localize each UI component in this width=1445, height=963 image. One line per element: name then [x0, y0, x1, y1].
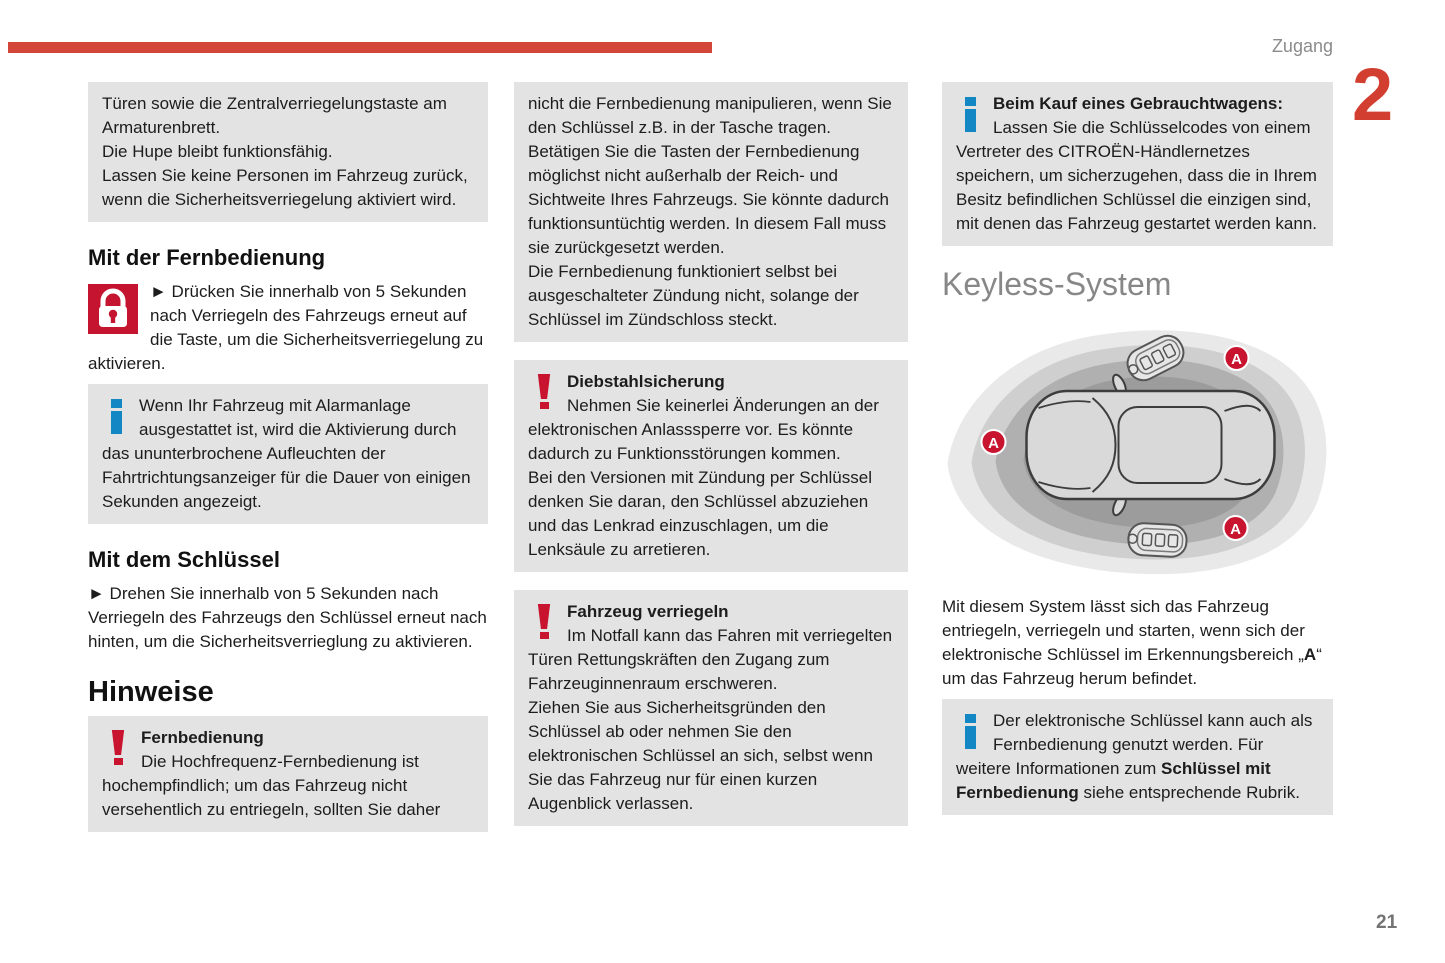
car-top-view [1027, 373, 1275, 517]
paragraph: Ziehen Sie aus Sicherheitsgründen den Schlüssel ab oder nehmen Sie den elektronischen Schlüssel an sich, selbst wenn Sie das Fahrzeug nur für einen kurzen Augenblick verlassen. [528, 698, 873, 813]
page-number: 21 [1376, 912, 1398, 933]
heading-keyless-system: Keyless-System [942, 266, 1172, 302]
heading-notes: Hinweise [88, 676, 214, 708]
zone-marker-a-bottom-right [1224, 516, 1248, 540]
info-icon [111, 399, 122, 434]
zone-marker-a-top-right [1225, 346, 1249, 370]
info-text: siehe entsprechende Rubrik. [1078, 783, 1300, 802]
warning-box-title: Fernbedienung [141, 728, 264, 747]
paragraph: nicht die Fernbedienung manipulieren, wenn Sie den Schlüssel z.B. in der Tasche tragen. [528, 94, 892, 137]
paragraph: Im Notfall kann das Fahren mit verriegelten Türen Rettungskräften den Zugang zum Fahrzeuginnenraum erschweren. [528, 626, 893, 693]
warning-icon [537, 604, 551, 639]
column-left [88, 82, 488, 832]
info-text: Der elektronische Schlüssel kann auch als Fernbedienung genutzt werden. Für weitere Informationen zum [956, 711, 1313, 778]
info-icon [965, 97, 976, 132]
paragraph: Türen sowie die Zentralverriegelungstaste am Armaturenbrett. [102, 94, 447, 137]
running-header: Zugang [1271, 36, 1333, 56]
alarm-info-box [88, 384, 488, 524]
info-icon [965, 714, 976, 749]
paragraph: Die Hochfrequenz-Fernbedienung ist hochempfindlich; um das Fahrzeug nicht versehentlich zu entriegeln, sollten Sie daher [102, 752, 441, 819]
paragraph: Lassen Sie die Schlüsselcodes von einem Vertreter des CITROËN-Händlernetzes speichern, um sicherzugehen, dass die in Ihrem Besitz befindlichen Schlüssel die einzigen sind, mit denen das Fahrzeug gestartet werden kann. [956, 118, 1317, 233]
info-text-bold: Schlüssel mit Fernbedienung [956, 759, 1271, 802]
paragraph: Die Fernbedienung funktioniert selbst bei ausgeschalteter Zündung nicht, solange der Schlüssel im Zündschloss steckt. [528, 262, 859, 329]
warning-icon [111, 730, 125, 765]
warning-box-title: Diebstahlsicherung [567, 372, 725, 391]
column-right [942, 82, 1333, 817]
key-instruction: ► Drehen Sie innerhalb von 5 Sekunden nach Verriegeln des Fahrzeugs den Schlüssel erneut nach hinten, um die Sicherheitsverrieglung zu aktivieren. [88, 584, 487, 651]
paragraph: Bei den Versionen mit Zündung per Schlüssel denken Sie daran, den Schlüssel abzuziehen und das Lenkrad einzuschlagen, um die Lenksäule zu arretieren. [528, 468, 872, 559]
remote-instruction [88, 280, 488, 376]
electronic-key-info-box [942, 699, 1333, 815]
theft-warning-box [514, 360, 908, 572]
keyless-description [942, 595, 1333, 691]
heading-with-key: Mit dem Schlüssel [88, 547, 280, 572]
remote-warning-box [88, 716, 488, 832]
paragraph: Lassen Sie keine Personen im Fahrzeug zurück, wenn die Sicherheitsverriegelung aktiviert wird. [102, 166, 468, 209]
warning-icon [537, 374, 551, 409]
keyless-range-diagram [942, 312, 1333, 582]
zone-marker-a-left [982, 430, 1006, 454]
paragraph: Wenn Ihr Fahrzeug mit Alarmanlage ausgestattet ist, wird die Aktivierung durch das ununterbrochene Aufleuchten der Fahrtrichtungsanzeiger für die Dauer von einigen Sekunden angezeigt. [102, 396, 471, 511]
column-middle [514, 82, 908, 826]
lock-vehicle-warning-box [514, 590, 908, 826]
keyless-description-text: Mit diesem System lässt sich das Fahrzeug entriegeln, verriegeln und starten, wenn sich der elektronische Schlüssel im Erkennungsbereich „ [942, 597, 1305, 664]
paragraph: Betätigen Sie die Tasten der Fernbedienung möglichst nicht außerhalb der Reich- und Sichtweite Ihres Fahrzeugs. Sie könnte dadurch funktionsuntüchtig werden. In diesem Fall muss sie zurückgesetzt werden. [528, 142, 889, 257]
remote-instruction-text: ► Drücken Sie innerhalb von 5 Sekunden nach Verriegeln des Fahrzeugs erneut auf die Taste, um die Sicherheitsverriegelung zu aktivieren. [88, 282, 484, 373]
paragraph: Nehmen Sie keinerlei Änderungen an der elektronischen Anlasssperre vor. Es könnte dadurch zu Funktionsstörungen kommen. [528, 396, 879, 463]
keyless-description-text: “ um das Fahrzeug herum befindet. [942, 645, 1322, 688]
used-car-info-box [942, 82, 1333, 246]
paragraph: Die Hupe bleibt funktionsfähig. [102, 142, 333, 161]
chapter-number: 2 [1352, 53, 1394, 136]
note-box [88, 82, 488, 222]
info-box-title: Beim Kauf eines Gebrauchtwagens: [993, 94, 1284, 113]
chapter-color-rule [8, 42, 712, 53]
lock-icon [88, 284, 138, 334]
svg-text:A: A [988, 435, 999, 452]
warning-box-title: Fahrzeug verriegeln [567, 602, 729, 621]
heading-with-remote: Mit der Fernbedienung [88, 245, 326, 270]
keyless-zone-label: A [1303, 645, 1317, 664]
key-fob-bottom [1127, 522, 1187, 557]
svg-text:A: A [1230, 521, 1241, 538]
continuation-box [514, 82, 908, 342]
svg-text:A: A [1231, 351, 1242, 368]
